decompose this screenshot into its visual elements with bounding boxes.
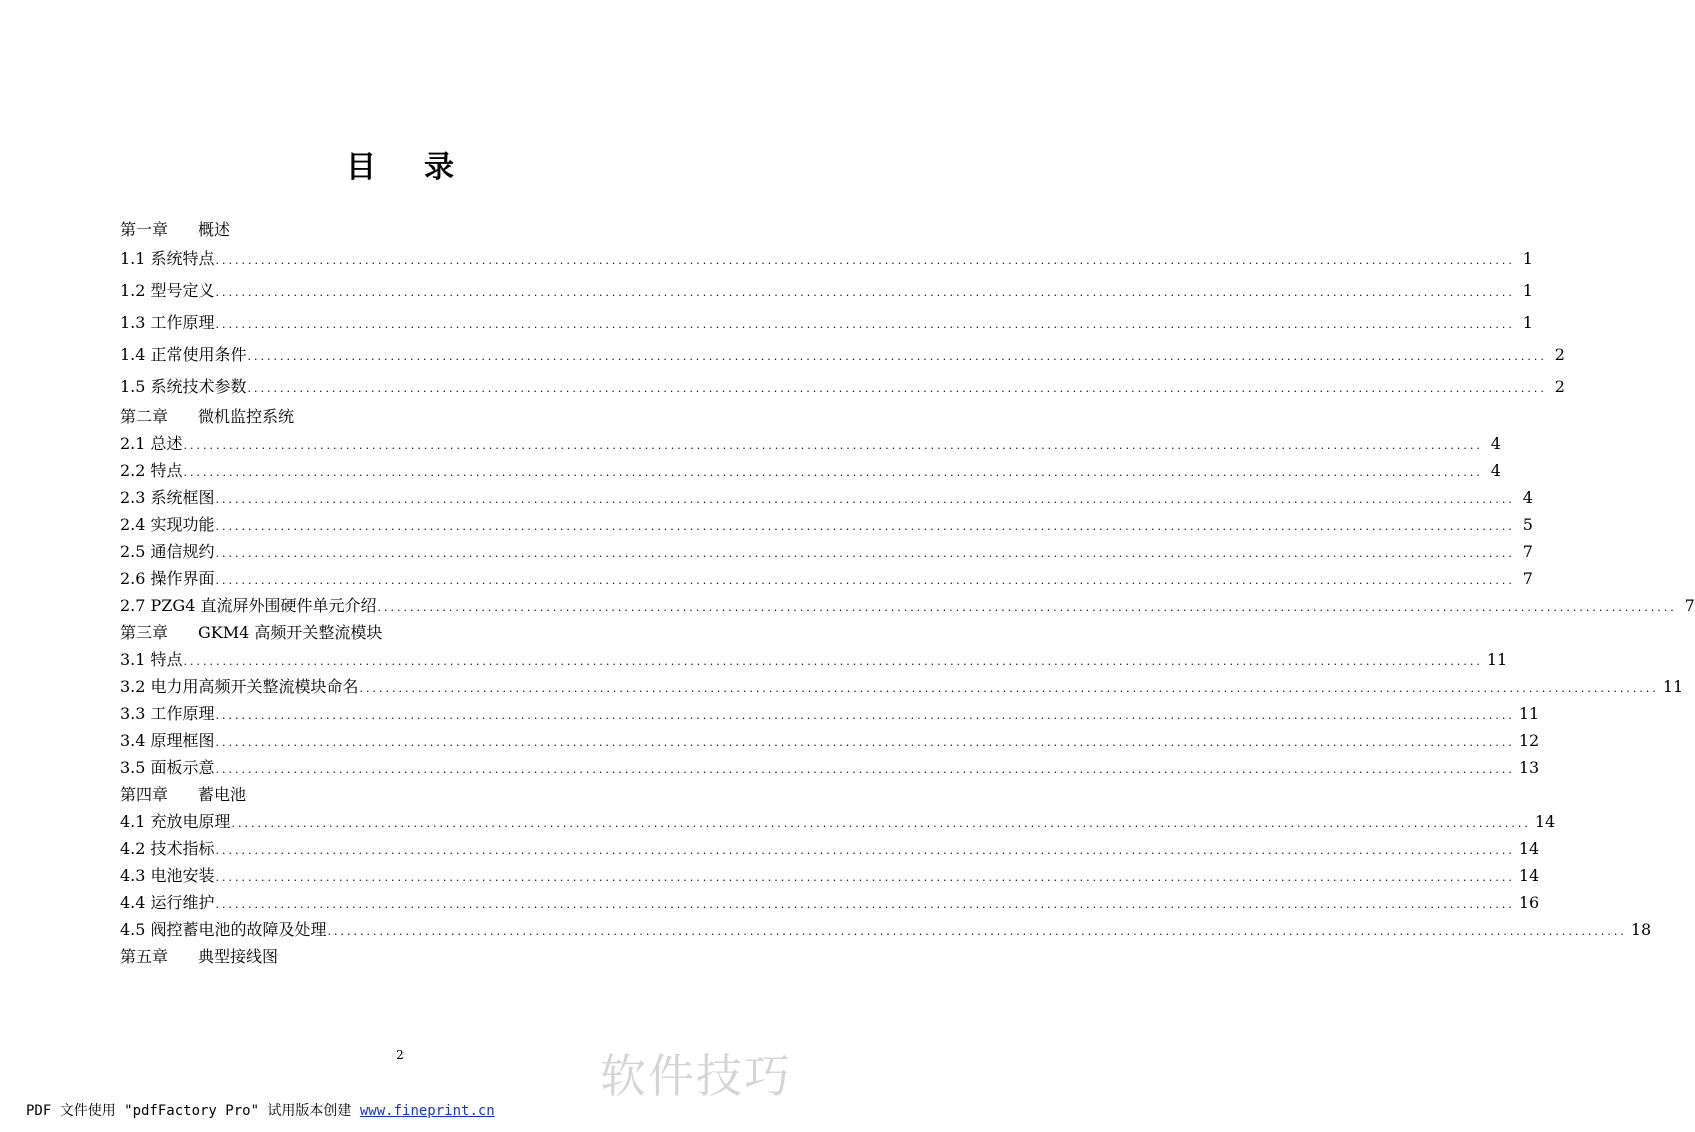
toc-entry-page: 16	[1518, 893, 1540, 912]
footer-text: PDF 文件使用 "pdfFactory Pro" 试用版本创建	[26, 1103, 360, 1119]
chapter-title: 微机监控系统	[198, 407, 295, 426]
toc-entry-label: 4.3 电池安装	[120, 866, 215, 885]
toc-entry-page: 14	[1518, 866, 1540, 885]
dot-leader: ........................................................................................................................................................................................................	[215, 709, 1515, 722]
dot-leader: ........................................................................................................................................................................................................	[183, 466, 1483, 479]
toc-entry-page: 11	[1518, 704, 1540, 723]
toc-chapter[interactable]	[120, 619, 680, 646]
toc-entry-label: 2.5 通信规约	[120, 542, 215, 561]
dot-leader: ........................................................................................................................................................................................................	[215, 286, 1515, 299]
toc-entry[interactable]	[120, 835, 1540, 862]
dot-leader: ........................................................................................................................................................................................................	[215, 254, 1515, 267]
toc-entry-page: 5	[1522, 515, 1533, 534]
toc-entry-page: 13	[1518, 758, 1540, 777]
toc-entry-label: 1.2 型号定义	[120, 281, 215, 300]
dot-leader: ........................................................................................................................................................................................................	[215, 493, 1515, 506]
toc-entry-label: 2.2 特点	[120, 461, 183, 480]
dot-leader: ........................................................................................................................................................................................................	[327, 925, 1627, 938]
dot-leader: ........................................................................................................................................................................................................	[377, 601, 1677, 614]
page-title	[0, 142, 800, 186]
chapter-number: 第五章	[120, 947, 169, 966]
toc-entry[interactable]	[120, 484, 1533, 511]
toc-entry[interactable]	[120, 457, 1501, 484]
footer-link[interactable]: www.fineprint.cn	[359, 1103, 495, 1119]
toc-entry-page: 1	[1522, 313, 1533, 332]
toc-entry[interactable]	[120, 889, 1540, 916]
table-of-contents	[120, 216, 1695, 970]
chapter-title: GKM4 高频开关整流模块	[198, 623, 383, 642]
toc-entry-label: 2.4 实现功能	[120, 515, 215, 534]
chapter-number: 第一章	[120, 220, 169, 239]
toc-entry[interactable]	[120, 565, 1533, 592]
toc-entry[interactable]	[120, 808, 1556, 835]
dot-leader: ........................................................................................................................................................................................................	[215, 871, 1515, 884]
dot-leader: ........................................................................................................................................................................................................	[247, 350, 1547, 363]
toc-entry[interactable]	[120, 673, 1684, 700]
toc-entry-page: 7	[1522, 569, 1533, 588]
dot-leader: ........................................................................................................................................................................................................	[215, 547, 1515, 560]
dot-leader: ........................................................................................................................................................................................................	[247, 382, 1547, 395]
chapter-number: 第四章	[120, 785, 169, 804]
toc-entry[interactable]	[120, 511, 1533, 538]
toc-entry[interactable]	[120, 862, 1540, 889]
chapter-title: 概述	[198, 220, 231, 239]
toc-entry[interactable]	[120, 371, 1565, 403]
toc-entry-label: 4.2 技术指标	[120, 839, 215, 858]
toc-entry[interactable]	[120, 275, 1533, 307]
toc-entry-label: 2.6 操作界面	[120, 569, 215, 588]
toc-entry[interactable]	[120, 243, 1533, 275]
toc-entry-label: 1.3 工作原理	[120, 313, 215, 332]
title-char: 目	[346, 150, 376, 185]
dot-leader: ........................................................................................................................................................................................................	[183, 439, 1483, 452]
toc-entry-label: 2.1 总述	[120, 434, 183, 453]
toc-entry-label: 3.2 电力用高频开关整流模块命名	[120, 677, 359, 696]
toc-entry[interactable]	[120, 727, 1540, 754]
dot-leader: ........................................................................................................................................................................................................	[183, 655, 1483, 668]
toc-entry-label: 3.3 工作原理	[120, 704, 215, 723]
toc-entry-page: 14	[1534, 812, 1556, 831]
toc-entry-label: 4.1 充放电原理	[120, 812, 231, 831]
watermark: 软件技巧	[600, 1049, 792, 1103]
toc-entry[interactable]	[120, 307, 1533, 339]
toc-chapter[interactable]	[120, 216, 680, 243]
toc-entry[interactable]	[120, 646, 1508, 673]
dot-leader: ........................................................................................................................................................................................................	[231, 817, 1531, 830]
toc-entry[interactable]	[120, 538, 1533, 565]
dot-leader: ........................................................................................................................................................................................................	[215, 520, 1515, 533]
chapter-title: 蓄电池	[198, 785, 247, 804]
toc-chapter[interactable]	[120, 403, 680, 430]
footer	[26, 1100, 495, 1120]
toc-entry[interactable]	[120, 754, 1540, 781]
dot-leader: ........................................................................................................................................................................................................	[359, 682, 1659, 695]
toc-entry-page: 2	[1554, 377, 1565, 396]
toc-entry-label: 1.4 正常使用条件	[120, 345, 247, 364]
toc-entry[interactable]	[120, 700, 1540, 727]
title-char: 录	[424, 150, 454, 185]
toc-entry-page: 11	[1486, 650, 1508, 669]
toc-entry-page: 11	[1662, 677, 1684, 696]
chapter-number: 第二章	[120, 407, 169, 426]
toc-entry-page: 12	[1518, 731, 1540, 750]
dot-leader: ........................................................................................................................................................................................................	[215, 318, 1515, 331]
chapter-number: 第三章	[120, 623, 169, 642]
toc-entry-page: 4	[1522, 488, 1533, 507]
toc-entry-label: 3.4 原理框图	[120, 731, 215, 750]
dot-leader: ........................................................................................................................................................................................................	[215, 898, 1515, 911]
toc-entry[interactable]	[120, 916, 1652, 943]
page-number: 2	[396, 1048, 404, 1062]
toc-entry-page: 14	[1518, 839, 1540, 858]
chapter-title: 典型接线图	[198, 947, 279, 966]
dot-leader: ........................................................................................................................................................................................................	[215, 736, 1515, 749]
toc-entry-label: 3.1 特点	[120, 650, 183, 669]
toc-entry-page: 4	[1490, 461, 1501, 480]
dot-leader: ........................................................................................................................................................................................................	[215, 763, 1515, 776]
toc-entry-label: 1.5 系统技术参数	[120, 377, 247, 396]
toc-entry-page: 7	[1522, 542, 1533, 561]
toc-chapter[interactable]	[120, 781, 680, 808]
toc-entry-label: 4.4 运行维护	[120, 893, 215, 912]
toc-entry[interactable]	[120, 592, 1695, 619]
dot-leader: ........................................................................................................................................................................................................	[215, 844, 1515, 857]
toc-entry-label: 2.7 PZG4 直流屏外围硬件单元介绍	[120, 596, 377, 615]
toc-entry-page: 1	[1522, 281, 1533, 300]
toc-entry[interactable]	[120, 339, 1565, 371]
toc-entry[interactable]	[120, 430, 1501, 457]
toc-entry-page: 18	[1630, 920, 1652, 939]
toc-entry-page: 4	[1490, 434, 1501, 453]
toc-entry-page: 2	[1554, 345, 1565, 364]
toc-entry-label: 1.1 系统特点	[120, 249, 215, 268]
dot-leader: ........................................................................................................................................................................................................	[215, 574, 1515, 587]
toc-entry-label: 3.5 面板示意	[120, 758, 215, 777]
toc-entry-page: 7	[1684, 596, 1695, 615]
toc-entry-label: 4.5 阀控蓄电池的故障及处理	[120, 920, 327, 939]
toc-chapter[interactable]	[120, 943, 680, 970]
toc-entry-page: 1	[1522, 249, 1533, 268]
toc-entry-label: 2.3 系统框图	[120, 488, 215, 507]
